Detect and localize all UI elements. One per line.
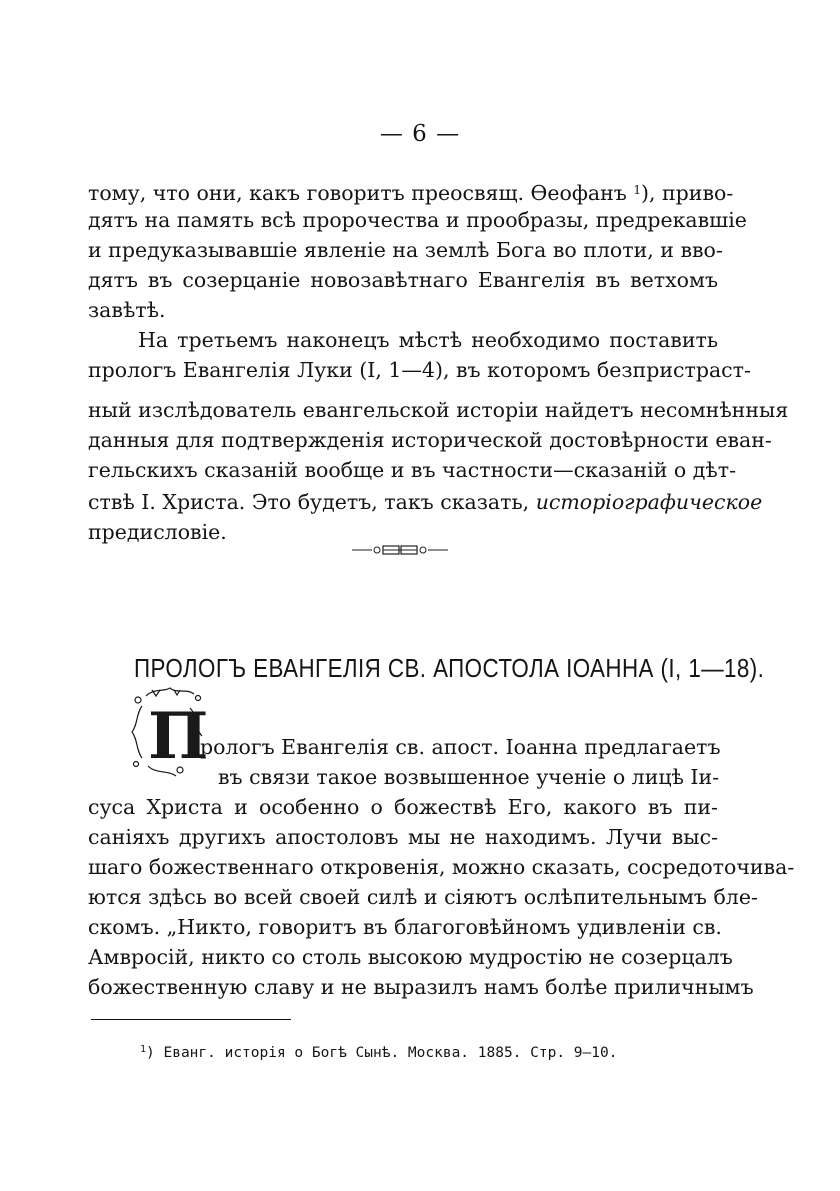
text-line: ются здѣсь во всей своей силѣ и сіяютъ ослѣпительнымъ бле-	[88, 885, 758, 909]
text-line: завѣтѣ.	[88, 298, 166, 322]
footnote-marker: 1	[140, 1044, 147, 1055]
decorative-initial-icon	[128, 686, 212, 778]
text-line: Амвросій, никто со столь высокою мудростію не созерцалъ	[88, 945, 733, 969]
text-line: тому, что они, какъ говоритъ преосвящ. Ѳеофанъ $^1$), приво-	[88, 181, 734, 205]
text-line: божественную славу и не выразилъ намъ болѣе приличнымъ	[88, 975, 754, 999]
text-line: саніяхъ другихъ апостоловъ мы не находимъ. Лучи выс-	[88, 825, 718, 849]
text-line: предисловіе.	[88, 520, 227, 544]
text-line: гельскихъ сказаній вообще и въ частности—сказаній о дѣт-	[88, 458, 737, 482]
text-line: рологъ Евангелія св. апост. Іоанна предлагаетъ	[200, 735, 721, 759]
text-line: въ связи такое возвышенное ученіе о лицѣ Іи-	[218, 765, 720, 789]
text-line: данныя для подтвержденія исторической достовѣрности еван-	[88, 428, 772, 452]
text-line: дятъ въ созерцаніе новозавѣтнаго Евангелія въ ветхомъ	[88, 268, 718, 292]
text-line: дятъ на память всѣ пророчества и прообразы, предрекавшіе	[88, 208, 747, 232]
text-line: скомъ. „Никто, говоритъ въ благоговѣйномъ удивленіи св.	[88, 915, 722, 939]
text-line: ствѣ I. Христа. Это будетъ, такъ сказать, исторіографическое	[88, 490, 763, 514]
text-line: ный изслѣдователь евангельской исторіи найдетъ несомнѣнныя	[88, 398, 789, 422]
text-line: шаго божественнаго откровенія, можно сказать, сосредоточива-	[88, 855, 795, 879]
footnote	[140, 1039, 620, 1064]
text-line: суса Христа и особенно о божествѣ Его, какого въ пи-	[88, 795, 718, 819]
text-line: прологъ Евангелія Луки (I, 1—4), въ которомъ безпристраст-	[88, 358, 751, 382]
dropcap-letter: П	[148, 699, 209, 774]
text-line: На третьемъ наконецъ мѣстѣ необходимо поставить	[138, 328, 718, 352]
italic-term: исторіографическое	[535, 490, 763, 514]
section-heading: ПРОЛОГЪ ЕВАНГЕЛІЯ СВ. АПОСТОЛА ІОАННА (I, 1—18).	[134, 653, 765, 683]
footnote-rule	[91, 1019, 291, 1020]
footnote-ref: 1	[633, 183, 641, 197]
footnote-text: ) Еванг. исторія о Богѣ Сынѣ. Москва. 1885. Стр. 9—10.	[146, 1045, 618, 1061]
section-divider-ornament	[350, 543, 450, 557]
text-line: и предуказывавшіе явленіе на землѣ Бога во плоти, и вво-	[88, 238, 723, 262]
page-number: — 6 —	[379, 121, 461, 147]
